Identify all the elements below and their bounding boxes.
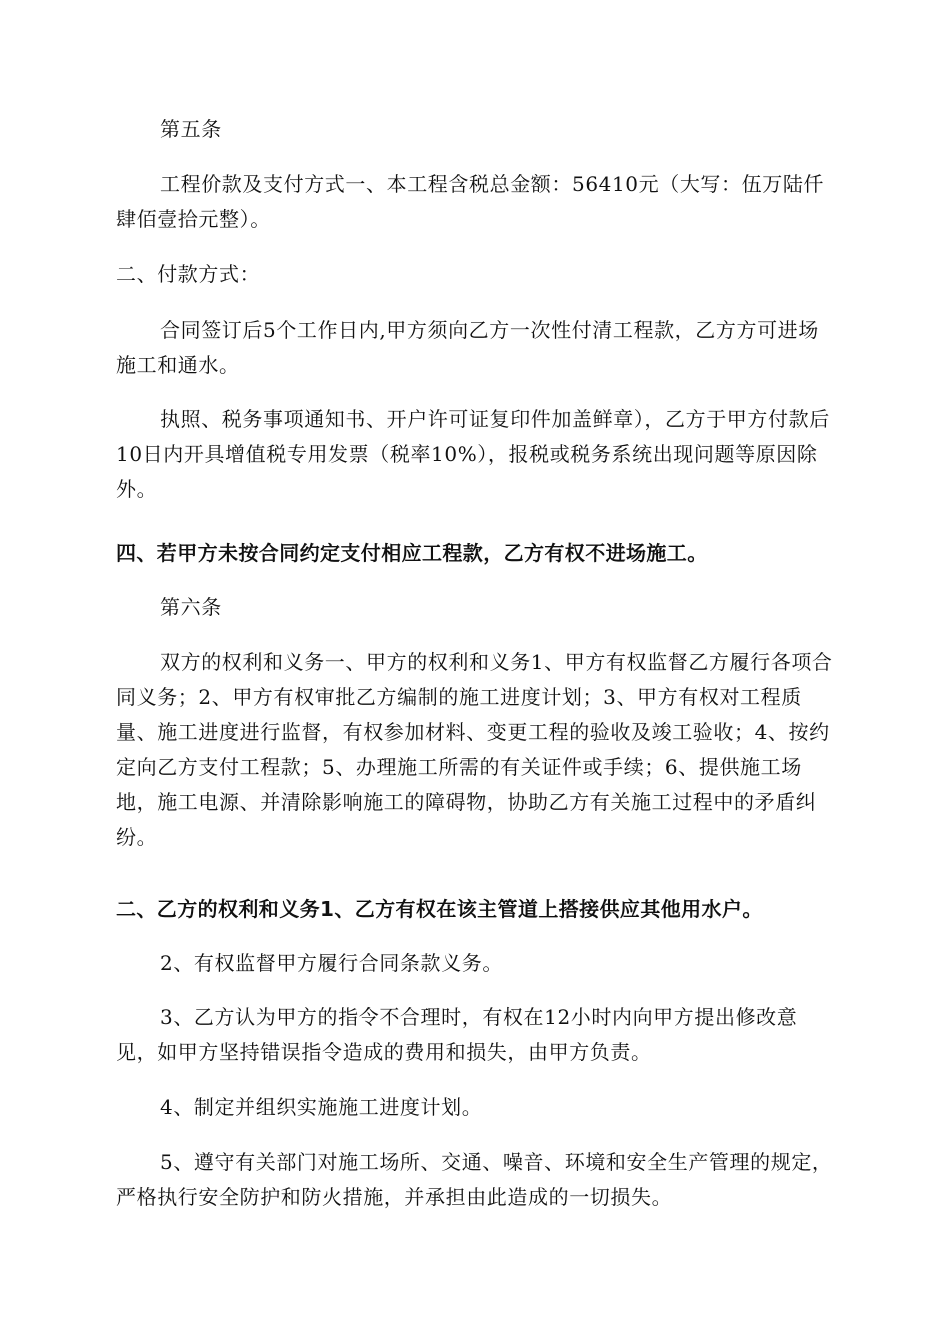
paragraph-invoice: 执照、税务事项通知书、开户许可证复印件加盖鲜章），乙方于甲方付款后10日内开具增值税专用发票（税率10%），报税或税务系统出现问题等原因除外。 <box>116 407 830 501</box>
article-5-heading: 第五条 <box>160 117 222 141</box>
paragraph-item-2: 2、有权监督甲方履行合同条款义务。 <box>160 951 503 975</box>
paragraph-party-a-rights: 双方的权利和义务一、甲方的权利和义务1、甲方有权监督乙方履行各项合同义务；2、甲方有权审批乙方编制的施工进度计划；3、甲方有权对工程质量、施工进度进行监督，有权参加材料、变更工程的验收及竣工验收；4、按约定向乙方支付工程款；5、办理施工所需的有关证件或手续；6、提供施工场地，施工电源、并清除影响施工的障碍物，协助乙方有关施工过程中的矛盾纠纷。 <box>116 650 833 849</box>
paragraph-payment-terms: 合同签订后5个工作日内,甲方须向乙方一次性付清工程款，乙方方可进场施工和通水。 <box>116 318 819 377</box>
paragraph-item-3: 3、乙方认为甲方的指令不合理时，有权在12小时内向甲方提出修改意见，如甲方坚持错误指令造成的费用和损失，由甲方负责。 <box>116 1005 798 1064</box>
paragraph-item-5: 5、遵守有关部门对施工场所、交通、噪音、环境和安全生产管理的规定，严格执行安全防护和防火措施，并承担由此造成的一切损失。 <box>116 1150 833 1209</box>
paragraph-contract-price: 工程价款及支付方式一、本工程含税总金额：56410元（大写：伍万陆仟肆佰壹拾元整）。 <box>116 172 825 231</box>
paragraph-payment-method-heading: 二、付款方式： <box>116 262 261 286</box>
paragraph-party-b-rights-bold: 二、乙方的权利和义务1、乙方有权在该主管道上搭接供应其他用水户。 <box>116 897 763 921</box>
paragraph-item-4: 4、制定并组织实施施工进度计划。 <box>160 1095 483 1119</box>
paragraph-section-four-bold: 四、若甲方未按合同约定支付相应工程款，乙方有权不进场施工。 <box>116 541 708 565</box>
article-6-heading: 第六条 <box>160 595 222 619</box>
